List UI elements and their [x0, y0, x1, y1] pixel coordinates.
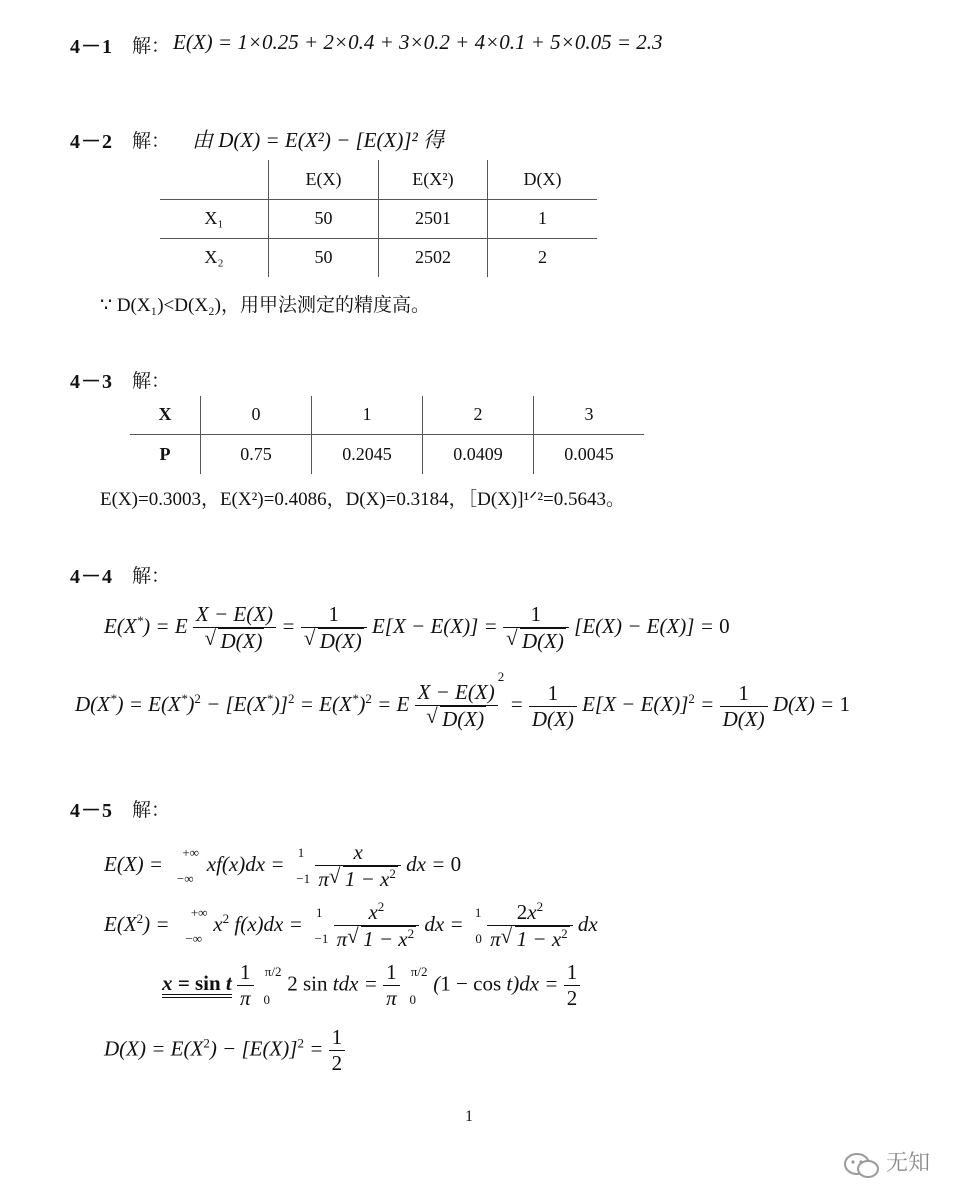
- section-4-1-label: 4－1: [70, 36, 113, 58]
- section-4-5-equation-4: $D(X) = E(X^2) - [E(X)]^2$ = $\frac{1}{2}$: [104, 1025, 345, 1076]
- section-4-4-jie: 解：: [132, 566, 171, 587]
- section-4-5-equation-1: E(X) = +∞$_{-\infty}$ xf(x)dx = $^1_{-1}$ $\frac{x}{\pi√ 1 - x^2}$ dx = 0: [104, 840, 461, 892]
- table-header-cell: E(X²): [379, 160, 488, 199]
- table-cell: 1: [312, 396, 423, 434]
- page-number: 1: [465, 1108, 473, 1125]
- section-4-4-label: 4－4: [70, 566, 113, 588]
- table-cell: P: [159, 443, 171, 464]
- section-4-2-label: 4－2: [70, 131, 113, 153]
- section-4-3-result: E(X)=0.3003，E(X²)=0.4086，D(X)=0.3184，［D(X)]¹ᐟ²=0.5643。: [100, 489, 625, 510]
- section-4-2-conclusion: ∵ D(X₁)<D(X₂)，用甲法测定的精度高。: [100, 295, 430, 316]
- table-cell: X₁: [204, 208, 224, 228]
- table-cell: 0.0409: [423, 434, 534, 474]
- section-4-5-equation-2: $E(X^2) = ^{+\infty}_{-\infty}$ $x^2$ f(x)dx = $^1_{-1}$ $\frac{x^2}{\pi√ 1 - x^2}$ dx = $^1_0$ $\frac{2x^2}{\pi√ 1 - x^2}$ dx: [104, 900, 598, 952]
- section-4-4-equation-1: E(X*) = E X − E(X) √ D(X) = 1 √ D(X) E[X − E(X)] = 1 √ D(X) [E(X) − E(X)] = 0: [104, 602, 730, 654]
- table-cell: X₂: [204, 247, 224, 268]
- section-4-3-label: 4－3: [70, 371, 113, 393]
- section-4-1-jie: 解：: [132, 36, 171, 57]
- table-cell: 2501: [379, 199, 488, 238]
- watermark-text: 无知: [886, 1151, 931, 1176]
- section-4-1-equation: E(X) = 1×0.25 + 2×0.4 + 3×0.2 + 4×0.1 + 5×0.05 = 2.3: [173, 30, 663, 54]
- table-row: [130, 396, 644, 434]
- section-4-5-jie: 解：: [132, 800, 171, 821]
- table-row: [160, 238, 597, 277]
- table-header-cell: E(X): [269, 160, 379, 199]
- variance-table: [160, 160, 597, 277]
- section-4-4-equation-2: $D(X^*) = E(X^*)^2 - [E(X^*)]^2 = E(X^*)^2 = E$ X − E(X) √ D(X) $^2$ = $\frac{1}{D(X)}$ $E[X - E(X)]^2$ = $\frac{1}{D(X)}$ D(X) = 1: [75, 680, 850, 732]
- section-4-2-intro: 由 D(X) = E(X²) − [E(X)]² 得: [192, 128, 445, 152]
- table-cell: 0.75: [201, 434, 312, 474]
- distribution-table: [130, 396, 644, 474]
- table-header-cell: [160, 160, 269, 199]
- table-cell: 0.2045: [312, 434, 423, 474]
- table-cell: 2502: [379, 238, 488, 277]
- section-4-2-jie: 解：: [132, 131, 171, 152]
- wechat-icon: [842, 1151, 882, 1181]
- table-cell: 50: [269, 199, 379, 238]
- table-cell: 1: [488, 199, 598, 238]
- section-4-3-jie: 解：: [132, 371, 171, 392]
- table-cell: 0: [201, 396, 312, 434]
- table-row: [130, 434, 644, 474]
- table-row: [160, 199, 597, 238]
- table-header-cell: D(X): [488, 160, 598, 199]
- table-cell: X: [158, 404, 172, 425]
- section-4-5-label: 4－5: [70, 800, 113, 822]
- watermark: [842, 1146, 930, 1181]
- table-cell: 3: [534, 396, 645, 434]
- table-cell: 2: [423, 396, 534, 434]
- table-cell: 50: [269, 238, 379, 277]
- table-cell: 0.0045: [534, 434, 645, 474]
- table-cell: 2: [488, 238, 598, 277]
- section-4-5-equation-3: x = sin t $\frac{1}{\pi}$ $^{\pi/2}_0$ 2 sin tdx = $\frac{1}{\pi}$ $^{\pi/2}_0$ (1 − cos t)dx = $\frac{1}{2}$: [162, 960, 580, 1011]
